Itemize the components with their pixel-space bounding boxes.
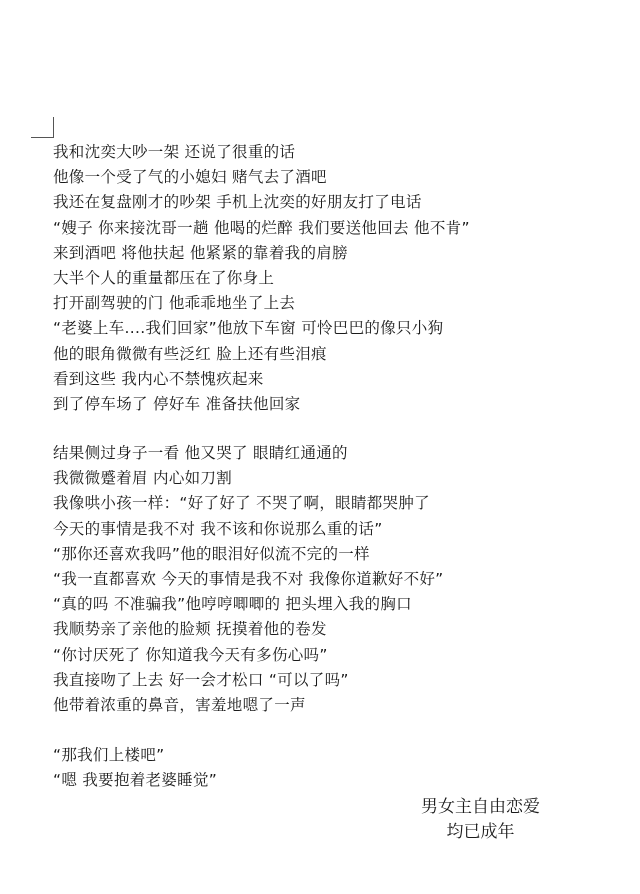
text-line: 我和沈奕大吵一架 还说了很重的话 [53, 143, 296, 161]
note-line-2: 均已成年 [446, 822, 515, 842]
text-line: “嫂子 你来接沈哥一趟 他喝的烂醉 我们要送他回去 他不肯” [53, 218, 470, 237]
text-line: 结果侧过身子一看 他又哭了 眼睛红通通的 [53, 444, 348, 462]
text-line: “那你还喜欢我吗”他的眼泪好似流不完的一样 [53, 544, 370, 563]
text-line: 看到这些 我内心不禁愧疚起来 [53, 369, 264, 388]
text-line: 他带着浓重的鼻音，害羞地嗯了一声 [53, 695, 306, 714]
text-line: 我还在复盘刚才的吵架 手机上沈奕的好朋友打了电话 [53, 193, 422, 212]
text-line: 他的眼角微微有些泛红 脸上还有些泪痕 [53, 344, 327, 363]
age-disclaimer-note [421, 795, 540, 845]
text-line: 打开副驾驶的门 他乖乖地坐了上去 [53, 294, 296, 313]
text-line: 我微微蹙着眉 内心如刀割 [53, 469, 233, 488]
text-line: 我直接吻了上去 好一会才松口 “可以了吗” [53, 670, 349, 689]
text-line: “老婆上车....我们回家”他放下车窗 可怜巴巴的像只小狗 [53, 319, 444, 338]
paragraph-1 [53, 140, 573, 417]
paragraph-3 [53, 743, 573, 793]
text-line: 到了停车场了 停好车 准备扶他回家 [53, 394, 301, 413]
text-line: 来到酒吧 将他扶起 他紧紧的靠着我的肩膀 [53, 243, 348, 262]
text-line: “那我们上楼吧” [53, 746, 165, 764]
text-line: “真的吗 不准骗我”他哼哼唧唧的 把头埋入我的胸口 [53, 595, 412, 614]
text-line: “你讨厌死了 你知道我今天有多伤心吗” [53, 645, 328, 664]
text-line: “嗯 我要抱着老婆睡觉” [53, 771, 218, 790]
text-line: 我像哄小孩一样：“好了好了 不哭了啊，眼睛都哭肿了 [53, 494, 430, 513]
text-line: 大半个人的重量都压在了你身上 [53, 268, 275, 287]
text-line: 我顺势亲了亲他的脸颊 抚摸着他的卷发 [53, 620, 327, 639]
text-line: 今天的事情是我不对 我不该和你说那么重的话” [53, 519, 383, 538]
paragraph-2 [53, 441, 573, 718]
page-corner-mark [31, 117, 54, 138]
text-line: 他像一个受了气的小媳妇 赌气去了酒吧 [53, 168, 327, 187]
note-line-1: 男女主自由恋爱 [421, 797, 540, 817]
text-line: “我一直都喜欢 今天的事情是我不对 我像你道歉好不好” [53, 569, 444, 588]
